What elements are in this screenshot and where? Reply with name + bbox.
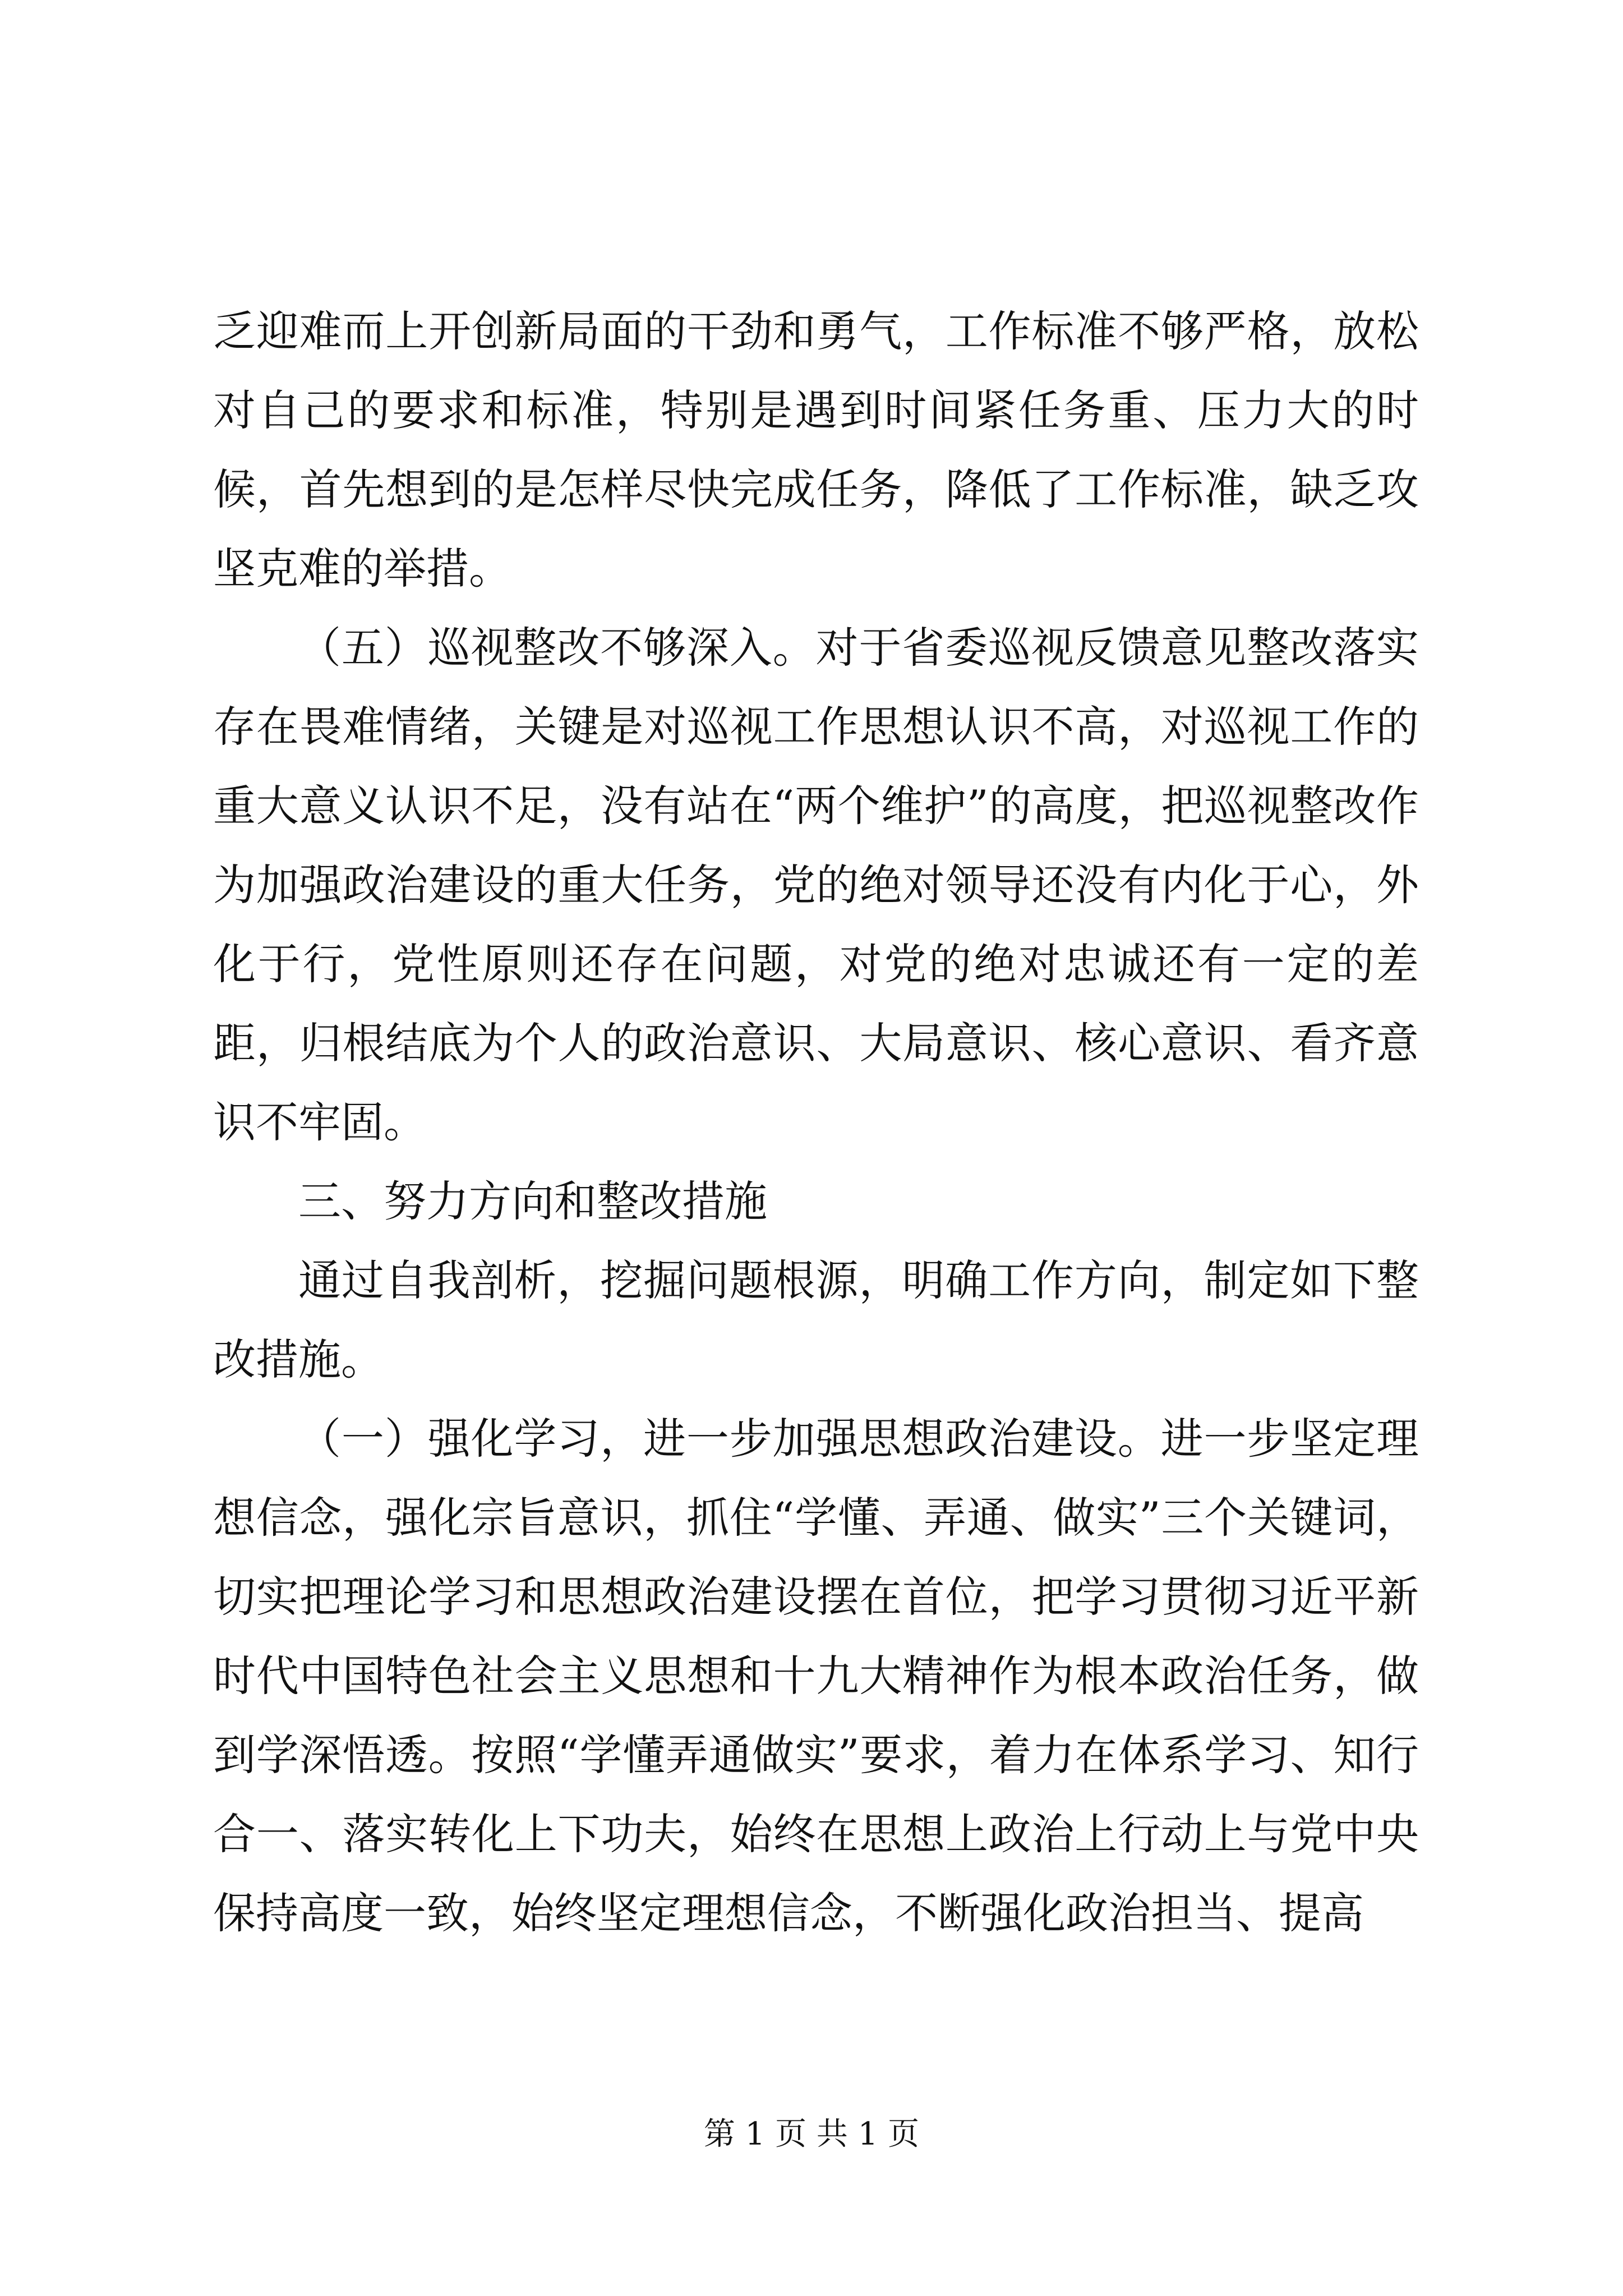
paragraph-4: （一）强化学习，进一步加强思想政治建设。进一步坚定理想信念，强化宗旨意识，抓住“学懂、弄通、做实”三个关键词，切实把理论学习和思想政治建设摆在首位，把学习贯彻习近平新时代中国特色社会主义思想和十九大精神作为根本政治任务，做到学深悟透。按照“学懂弄通做实”要求，着力在体系学习、知行合一、落实转化上下功夫，始终在思想上政治上行动上与党中央保持高度一致，始终坚定理想信念，不断强化政治担当、提高 xyxy=(213,1414,1419,1938)
document-body xyxy=(213,292,1419,1953)
page-number-footer: 第 1 页 共 1 页 xyxy=(703,2116,920,2152)
paragraph-3: 通过自我剖析，挖掘问题根源，明确工作方向，制定如下整改措施。 xyxy=(213,1255,1419,1384)
paragraph-1: 乏迎难而上开创新局面的干劲和勇气，工作标准不够严格，放松对自己的要求和标准，特别是遇到时间紧任务重、压力大的时候，首先想到的是怎样尽快完成任务，降低了工作标准，缺乏攻坚克难的举措。 xyxy=(213,306,1419,593)
paragraph-2: （五）巡视整改不够深入。对于省委巡视反馈意见整改落实存在畏难情绪，关键是对巡视工作思想认识不高，对巡视工作的重大意义认识不足，没有站在“两个维护”的高度，把巡视整改作为加强政治建设的重大任务，党的绝对领导还没有内化于心，外化于行，党性原则还存在问题，对党的绝对忠诚还有一定的差距，归根结底为个人的政治意识、大局意识、核心意识、看齐意识不牢固。 xyxy=(213,623,1419,1147)
section-heading: 三、努力方向和整改措施 xyxy=(298,1176,767,1226)
